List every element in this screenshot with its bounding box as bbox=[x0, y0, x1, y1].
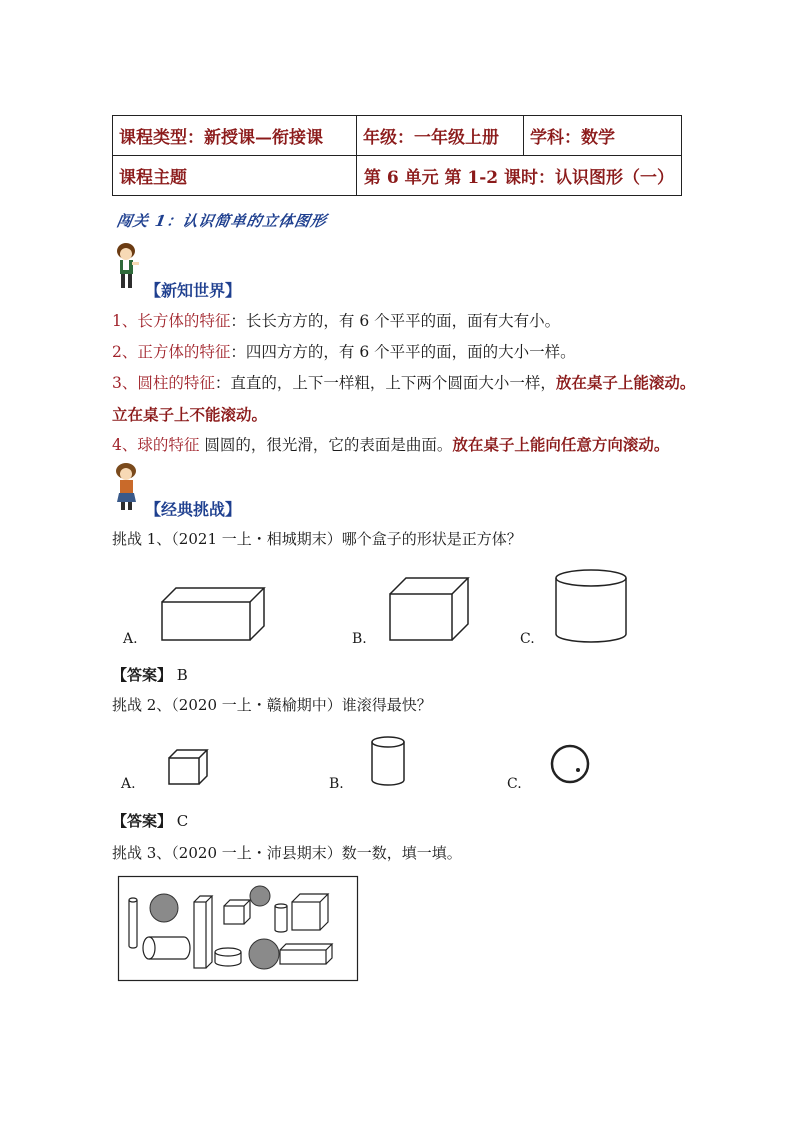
challenge-1-answer: 【答案】 B bbox=[112, 666, 188, 684]
challenge-2-option-a[interactable]: A. bbox=[121, 776, 136, 792]
challenge-1-question: 挑战 1、（2021 一上・相城期末）哪个盒子的形状是正方体？ bbox=[112, 530, 522, 548]
feature-item-sphere: 4、球的特征 圆圆的，很光滑，它的表面是曲面。放在桌子上能向任意方向滚动。 bbox=[112, 435, 670, 454]
challenge-1-option-b[interactable]: B. bbox=[352, 631, 367, 647]
cube-figure bbox=[388, 576, 470, 642]
challenge-1-option-a[interactable]: A. bbox=[123, 631, 138, 647]
topic-label-cell: 课程主题 bbox=[113, 156, 357, 196]
small-cylinder-figure bbox=[370, 736, 408, 788]
feature-item-cuboid: 1、长方体的特征：长长方方的，有 6 个平平的面，面有大有小。 bbox=[112, 312, 561, 330]
feature-item-cube: 2、正方体的特征：四四方方的，有 6 个平平的面，面的大小一样。 bbox=[112, 343, 576, 361]
challenge-3-question: 挑战 3、（2020 一上・沛县期末）数一数，填一填。 bbox=[112, 844, 462, 862]
challenge-2-option-b[interactable]: B. bbox=[329, 776, 344, 792]
ball-figure bbox=[549, 744, 595, 784]
course-header-table bbox=[112, 115, 682, 196]
small-cube-figure bbox=[167, 748, 209, 786]
topic-value-cell: 第 6 单元 第 1-2 课时：认识图形（一） bbox=[357, 156, 682, 196]
level-title: 闯关 1：认识简单的立体图形 bbox=[115, 212, 329, 230]
cuboid-figure bbox=[160, 586, 266, 642]
subject-cell: 学科：数学 bbox=[524, 116, 682, 156]
challenge-1-option-c[interactable]: C. bbox=[520, 631, 535, 647]
cylinder-figure bbox=[554, 568, 628, 644]
girl-mascot-icon bbox=[114, 462, 140, 512]
grade-cell: 年级：一年级上册 bbox=[357, 116, 524, 156]
shapes-counting-figure bbox=[118, 876, 358, 982]
challenge-2-answer: 【答案】 C bbox=[112, 812, 189, 830]
classic-challenge-title: 【经典挑战】 bbox=[145, 500, 242, 519]
challenge-2-option-c[interactable]: C. bbox=[507, 776, 522, 792]
course-type-cell: 课程类型：新授课—衔接课 bbox=[113, 116, 357, 156]
new-knowledge-title: 【新知世界】 bbox=[145, 281, 242, 300]
challenge-2-question: 挑战 2、（2020 一上・赣榆期中）谁滚得最快？ bbox=[112, 696, 432, 714]
feature-item-cylinder: 3、圆柱的特征：直直的，上下一样粗，上下两个圆面大小一样，放在桌子上能滚动。立在桌子上不能滚动。 bbox=[112, 373, 696, 424]
boy-mascot-icon bbox=[114, 242, 140, 292]
